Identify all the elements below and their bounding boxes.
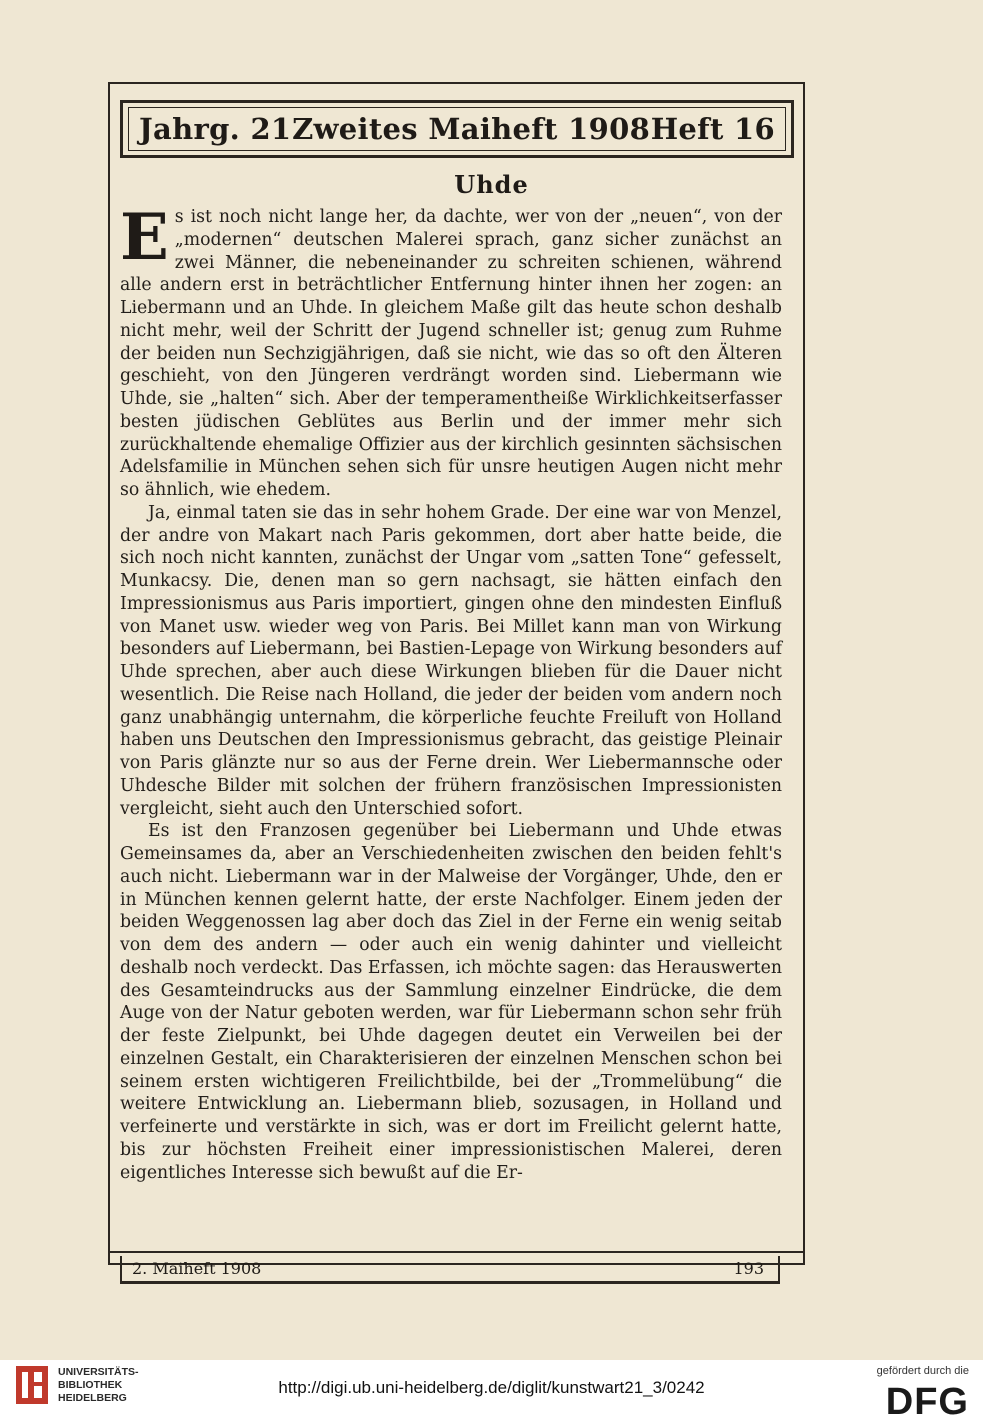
footer-rule bbox=[108, 1251, 805, 1253]
article-title: Uhde bbox=[454, 170, 529, 199]
drop-cap: E bbox=[120, 200, 169, 275]
paragraph bbox=[120, 200, 782, 502]
running-header bbox=[120, 100, 794, 158]
permalink-url[interactable]: http://digi.ub.uni-heidelberg.de/diglit/kunstwart21_3/0242 bbox=[278, 1378, 705, 1397]
paragraph-text: s ist noch nicht lange her, da dachte, wer von der „neuen“, von der „modernen“ deutschen Malerei sprach, ganz sicher zunächst an zwei Männer, die nebeneinander zu schreiten schienen, während alle andern erst in beträchtlicher Entfernung hinter ihnen her zogen: an Liebermann und an Uhde. In gleichem Maße gilt das heute schon deshalb nicht mehr, weil der Schritt der Jugend schneller ist; genug zum Ruhme der beiden nun Sechzigjährigen, daß sie nicht, wie das so oft den Älteren geschieht, von den Jüngeren verdrängt worden sind. Liebermann wie Uhde, sie „halten“ sich. Aber der temperamentheiße Wirklichkeitserfasser besten jüdischen Geblütes aus Berlin und der immer mehr sich zurückhaltende ehemalige Offizier aus der kirchlich gesinnten sächsischen Adelsfamilie in München sehen sich für unsre heutigen Augen nicht mehr so ähnlich, wie ehedem. bbox=[120, 207, 782, 500]
footer-issue: 2. Maiheft 1908 bbox=[132, 1259, 262, 1278]
funding-note: gefördert durch die bbox=[876, 1365, 969, 1377]
library-name-line: BIBLIOTHEK bbox=[58, 1379, 123, 1391]
paragraph: Es ist den Franzosen gegenüber bei Liebermann und Uhde etwas Gemeinsames da, aber an Verschiedenheiten zwischen den beiden fehlt's auch nicht. Liebermann war in der Malweise der Vorgänger, Uhde, den er in München kennen gelernt hatte, der erste Nachfolger. Einem jeden der beiden Weggenossen lag aber doch das Ziel in der Ferne ein wenig seitab von dem des andern — oder auch ein wenig dahinter und vielleicht deshalb noch verdeckt. Das Erfassen, ich möchte sagen: das Herauswerten des Gesamteindrucks aus der Sammlung einzelner Eindrücke, die dem Auge von der Natur geboten werden, war für Liebermann schon sehr früh der feste Zielpunkt, bei Uhde dagegen deutet ein Verweilen bei der einzelnen Gestalt, ein Charakterisieren der einzelnen Menschen schon bei seinem ersten wichtigeren Freilichtbilde, bei der „Trommelübung“ die weitere Entwicklung an. Liebermann blieb, sozusagen, in Holland und verfeinerte und verstärkte in sich, was er dort im Freilicht gelernt hatte, bis zur höchsten Freiheit einer impressionistischen Malerei, deren eigentliches Interesse sich bewußt auf die Er- bbox=[120, 821, 782, 1183]
paragraph: Ja, einmal taten sie das in sehr hohem Grade. Der eine war von Menzel, der andre von Makart nach Paris gekommen, dort aber hatte beide, die sich noch nicht kannten, zunächst der Ungar vom „satten Tone“ gefesselt, Munkacsy. Die, denen man so gern nachsagt, sie hätten einfach den Impressionismus aus Paris importiert, gingen ohne den mindesten Einfluß von Manet usw. wieder weg von Paris. Bei Millet kann man von Wirkung besonders auf Liebermann, bei Bastien-Lepage von Wirkung besonders auf Uhde sprechen, aber auch diese Wirkungen blieben für die Dauer nicht wesentlich. Die Reise nach Holland, die jeder der beiden vom andern noch ganz unabhängig unternahm, die körperliche feuchte Freiluft von Holland haben uns Deutschen den Impressionismus gebracht, das geistige Pleinair von Paris glänzte nur so aus der Ferne drein. Wer Liebermannsche oder Uhdesche Bilder mit solchen der frühern französischen Impressionisten vergleicht, sieht auch den Unterschied sofort. bbox=[120, 502, 782, 819]
issue-name: Zweites Maiheft 1908 bbox=[292, 112, 651, 146]
running-header-inner bbox=[128, 107, 786, 151]
article-body bbox=[120, 200, 782, 1184]
page-number: 193 bbox=[733, 1259, 764, 1278]
dfg-logo[interactable]: DFG bbox=[885, 1381, 969, 1423]
issue-number: Heft 16 bbox=[650, 112, 775, 146]
library-name-line: HEIDELBERG bbox=[58, 1392, 127, 1404]
running-footer bbox=[120, 1256, 780, 1284]
library-name-line: UNIVERSITÄTS- bbox=[58, 1366, 139, 1378]
volume-label: Jahrg. 21 bbox=[139, 112, 292, 146]
